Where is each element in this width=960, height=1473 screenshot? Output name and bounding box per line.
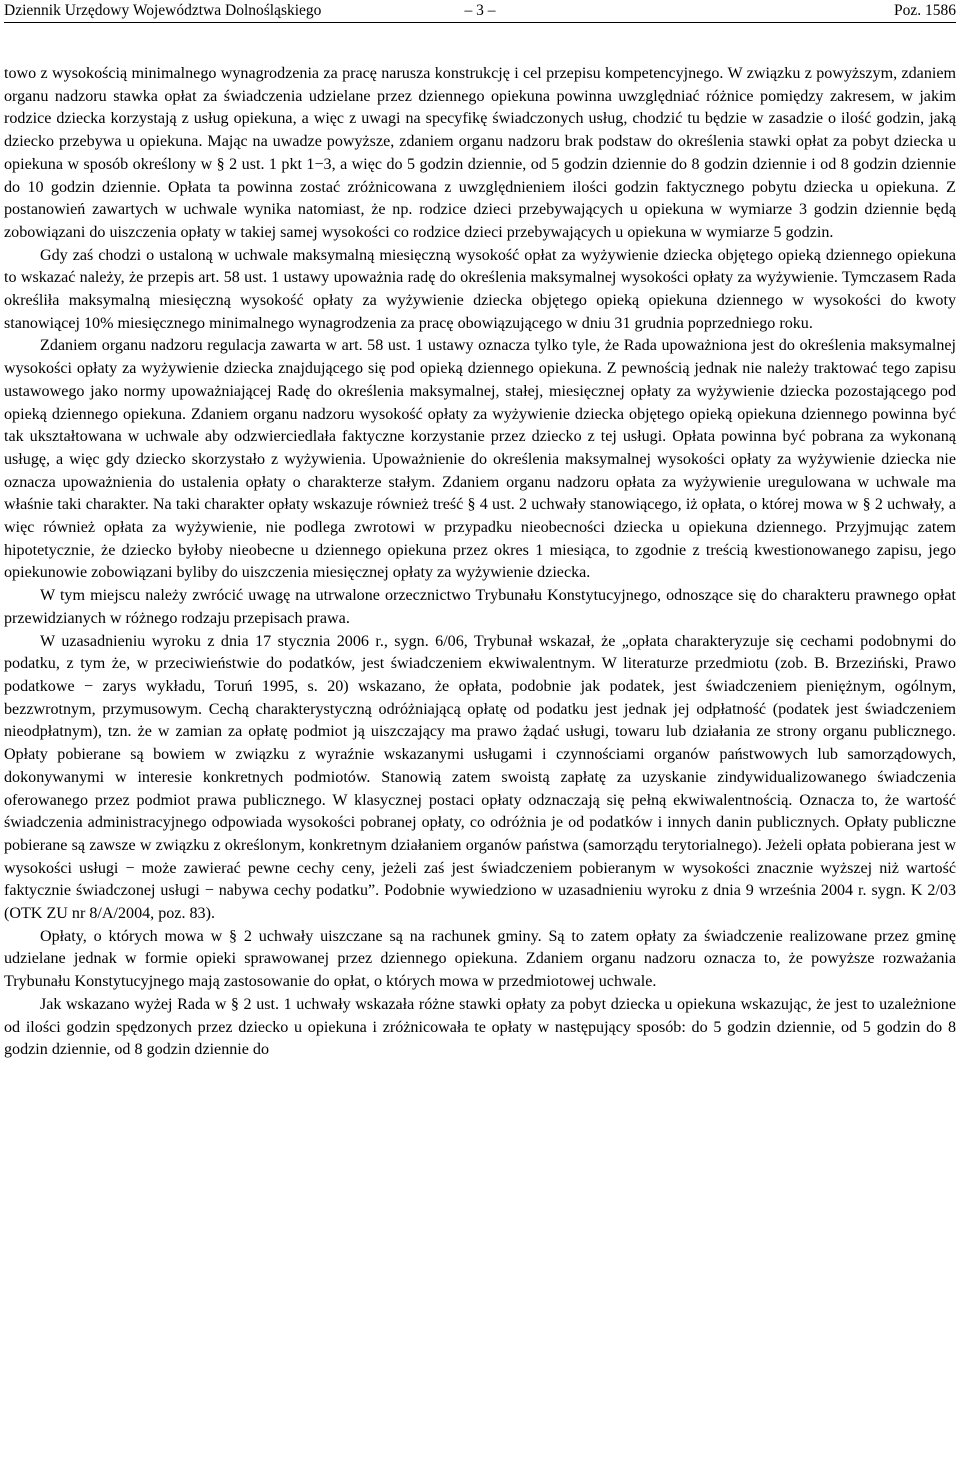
header-divider	[4, 22, 956, 23]
paragraph: W uzasadnieniu wyroku z dnia 17 stycznia 2006 r., sygn. 6/06, Trybunał wskazał, że „opłata charakteryzuje się cechami podobnymi do podatku, z tym że, w przeciwieństwie do podatków, jest świadczeniem ekwiwalentnym. W literaturze przedmiotu (zob. B. Brzeziński, Prawo podatkowe − zarys wykładu, Toruń 1995, s. 20) wskazano, że opłata, podobnie jak podatek, jest świadczeniem pieniężnym, ogólnym, bezzwrotnym, przymusowym. Cechą charakterystyczną odróżniającą opłatę od podatku jest jednak jej odpłatność (podatek jest świadczeniem nieodpłatnym), tzn. że w zamian za opłatę podmiot ją uiszczający ma prawo żądać usługi, towaru lub działania ze strony organu publicznego. Opłaty pobierane są bowiem w związku z wyraźnie wskazanymi usługami i czynnościami organów państwowych lub samorządowych, dokonywanymi w interesie konkretnych podmiotów. Stanowią zatem swoistą zapłatę za uzyskanie zindywidualizowanego świadczenia oferowanego przez podmiot prawa publicznego. W klasycznej postaci opłaty odznaczają się pełną ekwiwalentnością. Oznacza to, że wartość świadczenia administracyjnego odpowiada wysokości pobranej opłaty, co odróżnia je od podatków i innych danin publicznych. Opłaty publiczne pobierane są zawsze w związku z określonym, konkretnym działaniem organów państwa (samorządu terytorialnego). Jeżeli opłata pobierana jest w wysokości usługi − może zawierać pewne cechy ceny, jeżeli zaś jest świadczeniem pobieranym w wysokości znacznie wyższej niż wartość faktycznie świadczonej usługi − nabywa cechy podatku”. Podobnie wywiedziono w uzasadnieniu wyroku z dnia 9 września 2004 r. sygn. K 2/03 (OTK ZU nr 8/A/2004, poz. 83).	[4, 632, 956, 923]
page-number: – 3 –	[464, 2, 496, 19]
document-body	[4, 63, 956, 1062]
paragraph: Opłaty, o których mowa w § 2 uchwały uiszczane są na rachunek gminy. Są to zatem opłaty za świadczenie realizowane przez gminę udzielane jednak w formie opieki sprawowanej przez dziennego opiekuna. Zdaniem organu nadzoru oznacza to, że powyższe rozważania Trybunału Konstytucyjnego mają zastosowanie do opłat, o których mowa w przedmiotowej uchwale.	[4, 927, 956, 991]
page-header	[4, 0, 956, 24]
paragraph: Zdaniem organu nadzoru regulacja zawarta w art. 58 ust. 1 ustawy oznacza tylko tyle, że Rada upoważniona jest do określenia maksymalnej wysokości opłaty za wyżywienie dziecka znajdującego się pod opieką dziennego opiekuna. Z pewnością jednak nie należy traktować tego zapisu ustawowego jako normy upoważniającej Radę do określenia maksymalnej, stałej, miesięcznej opłaty za wyżywienie dziecka pozostającego pod opieką dziennego opiekuna. Zdaniem organu nadzoru wysokość opłaty za wyżywienie dziecka objętego opieką opiekuna dziennego powinna być tak ukształtowana w uchwale aby odzwierciedlała faktyczne korzystanie przez dziecko z tej usługi. Opłata powinna być pobrana za wykonaną usługę, a więc gdy dziecko skorzystało z wyżywienia. Upoważnienie do określenia maksymalnej wysokości opłaty za wyżywienie dziecka nie oznacza upoważnienia do ustalenia opłaty o charakterze stałym. Zdaniem organu nadzoru opłata za wyżywienie uregulowana w uchwale ma właśnie taki charakter. Na taki charakter opłaty wskazuje również treść § 4 ust. 2 uchwały stanowiącego, iż opłata, o której mowa w § 2 uchwały, a więc również opłata za wyżywienie, nie podlega zwrotowi w przypadku nieobecności dziecka u opiekuna dziennego. Przyjmując zatem hipotetycznie, że dziecko byłoby nieobecne u dziennego opiekuna przez okres 1 miesiąca, to zgodnie z treścią kwestionowanego zapisu, jego opiekunowie zobowiązani byliby do uiszczenia miesięcznej opłaty za wyżywienie dziecka.	[4, 337, 956, 582]
paragraph: Gdy zaś chodzi o ustaloną w uchwale maksymalną miesięczną wysokość opłat za wyżywienie dziecka objętego opieką dziennego opiekuna to wskazać należy, że przepis art. 58 ust. 1 ustawy upoważnia radę do określenia maksymalnej wysokości opłaty za wyżywienie. Tymczasem Rada określiła maksymalną miesięczną wysokość opłaty za wyżywienie dziecka objętego opieką opiekuna dziennego w wysokości do kwoty stanowiącej 10% miesięcznego minimalnego wynagrodzenia za pracę obowiązującego w dniu 31 grudnia poprzedniego roku.	[4, 246, 956, 332]
position-number: Poz. 1586	[894, 2, 956, 19]
paragraph-continuation: towo z wysokością minimalnego wynagrodzenia za pracę narusza konstrukcję i cel przepisu kompetencyjnego. W związku z powyższym, zdaniem organu nadzoru stawka opłat za świadczenia udzielane przez dziennego opiekuna powinna uwzględniać różnice pomiędzy zakresem, w jakim rodzice dziecka korzystają z usług opiekuna, a więc z uwagi na specyfikę świadczonych usług, chodzić tu będzie w zasadzie o ilość godzin, jaką dziecko przebywa u opiekuna. Mając na uwadze powyższe, zdaniem organu nadzoru brak podstaw do określenia stawki opłat za pobyt dziecka u opiekuna w sposób określony w § 2 ust. 1 pkt 1−3, a więc do 5 godzin dziennie, od 5 godzin dziennie do 8 godzin dziennie i od 8 godzin dziennie do 10 godzin dziennie. Opłata ta powinna zostać zróżnicowana z uwzględnieniem ilości godzin faktycznego pobytu dziecka u opiekuna. Z postanowień zawartych w uchwale wynika natomiast, że np. rodzice dzieci przebywających u opiekuna w wymiarze 3 godzin dziennie będą zobowiązani do uiszczenia opłaty w takiej samej wysokości co rodzice dzieci przebywających u opiekuna w wymiarze 5 godzin.	[4, 65, 956, 241]
journal-title: Dziennik Urzędowy Województwa Dolnośląskiego	[4, 2, 322, 19]
paragraph: W tym miejscu należy zwrócić uwagę na utrwalone orzecznictwo Trybunału Konstytucyjnego, odnoszące się do charakteru prawnego opłat przewidzianych w różnego rodzaju przepisach prawa.	[4, 587, 956, 627]
paragraph: Jak wskazano wyżej Rada w § 2 ust. 1 uchwały wskazała różne stawki opłaty za pobyt dziecka u opiekuna wskazując, że jest to uzależnione od ilości godzin spędzonych przez dziecko u opiekuna i zróżnicowała te opłaty w następujący sposób: do 5 godzin dziennie, od 5 godzin do 8 godzin dziennie, od 8 godzin dziennie do	[4, 995, 956, 1059]
